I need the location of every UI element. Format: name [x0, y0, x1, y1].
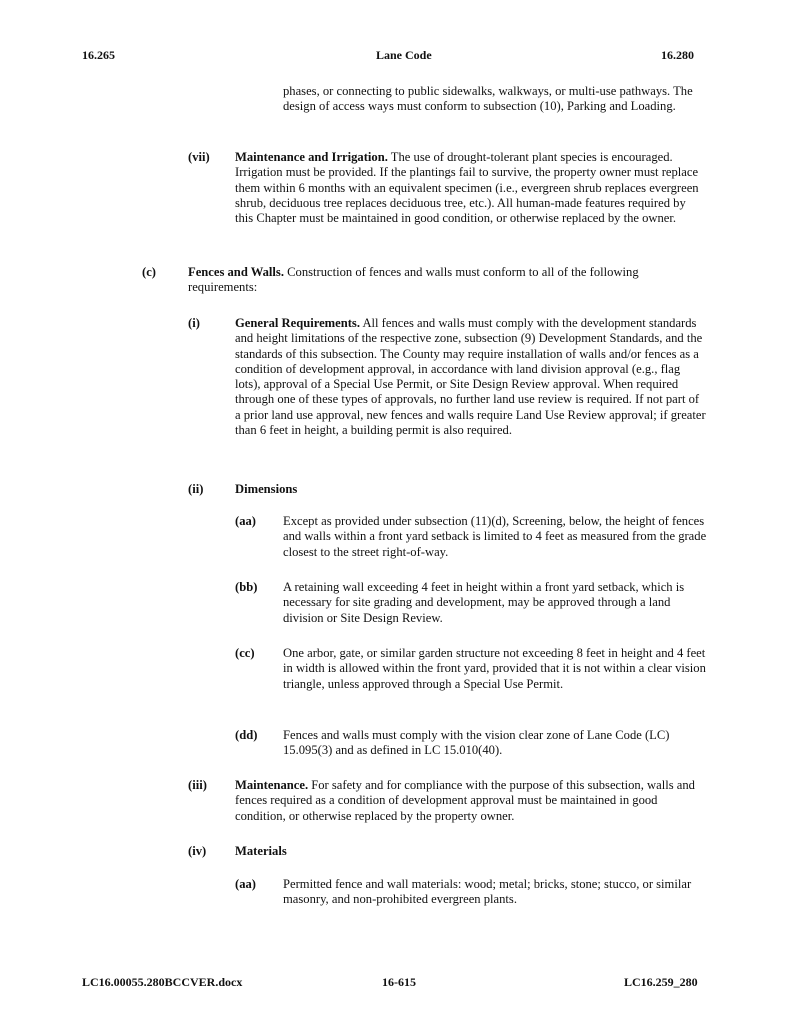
section-vii-paragraph: [235, 150, 707, 226]
section-ii-bb-label: (bb): [235, 580, 258, 594]
section-ii-dd-label: (dd): [235, 728, 258, 742]
continuation-paragraph: phases, or connecting to public sidewalks, walkways, or multi-use pathways. The design of access ways must conform to subsection (10), Parking and Loading.: [283, 84, 693, 114]
section-i-paragraph: [235, 316, 707, 438]
section-iv-aa-paragraph: Permitted fence and wall materials: wood; metal; bricks, stone; stucco, or similar masonry, and non-prohibited evergreen plants.: [283, 877, 692, 907]
section-ii-heading: Dimensions: [235, 482, 298, 496]
section-c-heading: Fences and Walls.: [188, 265, 284, 279]
footer-left: LC16.00055.280BCCVER.docx: [82, 975, 243, 989]
section-iii-text: For safety and for compliance with the purpose of this subsection, walls and fences required as a condition of development approval must be maintained in good condition, or otherwise replaced by the property owner.: [235, 778, 695, 823]
section-ii-cc-paragraph: One arbor, gate, or similar garden structure not exceeding 8 feet in height and 4 feet in width is allowed within the front yard, provided that it is not within a clear vision triangle, unless approved through a Special Use Permit.: [283, 646, 706, 691]
footer-right: LC16.259_280: [624, 975, 698, 989]
section-iii-label: (iii): [188, 778, 207, 792]
section-i-label: (i): [188, 316, 200, 330]
section-iii-heading: Maintenance.: [235, 778, 309, 792]
section-ii-cc-label: (cc): [235, 646, 255, 660]
section-iii-paragraph: [235, 778, 710, 824]
section-ii-bb-paragraph: A retaining wall exceeding 4 feet in height within a front yard setback, which is necessary for site grading and development, may be approved through a land division or Site Design Review.: [283, 580, 685, 625]
section-ii-aa-paragraph: Except as provided under subsection (11)(d), Screening, below, the height of fences and walls within a front yard setback is limited to 4 feet as measured from the grade closest to the street right-of-way.: [283, 514, 707, 559]
section-c-label: (c): [142, 265, 156, 279]
section-c-text: Construction of fences and walls must conform to all of the following requirements:: [188, 265, 639, 295]
section-c-paragraph: [188, 265, 660, 296]
section-ii-dd-paragraph: Fences and walls must comply with the vision clear zone of Lane Code (LC) 15.095(3) and as defined in LC 15.010(40).: [283, 728, 670, 758]
section-iv-label: (iv): [188, 844, 207, 858]
section-iv-aa-label: (aa): [235, 877, 256, 891]
header-left: 16.265: [82, 48, 115, 62]
section-iv-heading: Materials: [235, 844, 287, 858]
section-vii-heading: Maintenance and Irrigation.: [235, 150, 388, 164]
section-vii-label: (vii): [188, 150, 210, 164]
section-ii-aa-label: (aa): [235, 514, 256, 528]
header-right: 16.280: [661, 48, 694, 62]
section-vii-text: The use of drought-tolerant plant species is encouraged. Irrigation must be provided. If the plantings fail to survive, the property owner must replace them within 6 months with an equivalent specimen (i.e., evergreen shrub replaces evergreen shrub, deciduous tree replaces deciduous tree, etc.). All human-made features required by this Chapter must be maintained in good condition, or otherwise replaced by the owner.: [235, 150, 699, 226]
section-ii-label: (ii): [188, 482, 204, 496]
footer-center: 16-615: [382, 975, 416, 989]
section-i-heading: General Requirements.: [235, 316, 360, 330]
section-i-text: All fences and walls must comply with the development standards and height limitations of the respective zone, subsection (9) Development Standards, and the standards of this subsection. The County may require installation of walls and/or fences as a condition of development approval, in accordance with land division approval (e.g., flag lots), approval of a Special Use Permit, or Site Design Review approval. When required through one of these types of approvals, no further land use review is required. If not part of a prior land use approval, new fences and walls require Land Use Review approval; if greater than 6 feet in height, a building permit is also required.: [235, 316, 706, 438]
header-center: Lane Code: [376, 48, 432, 62]
